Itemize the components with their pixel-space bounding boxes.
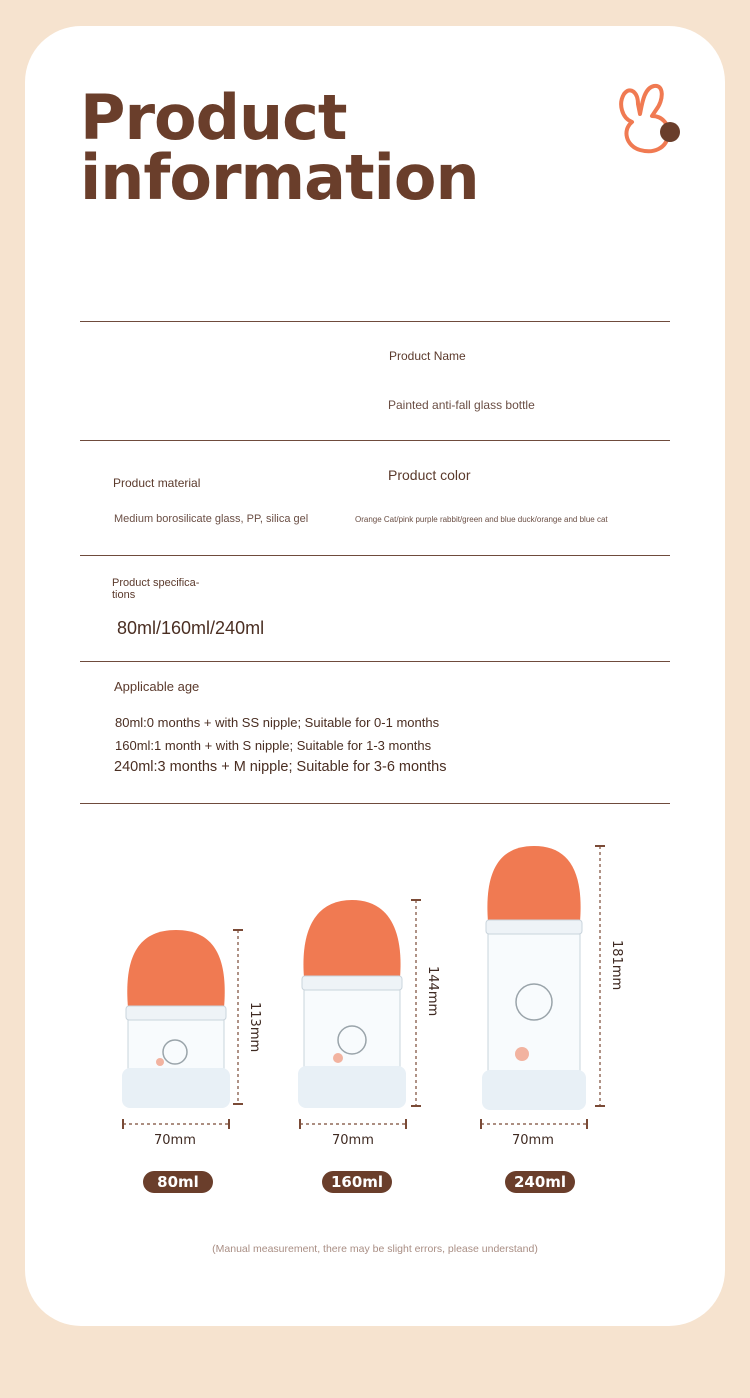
material-value: Medium borosilicate glass, PP, silica gel bbox=[114, 513, 309, 525]
spec-value: 80ml/160ml/240ml bbox=[117, 618, 265, 638]
age-line-80ml: 80ml:0 months + with SS nipple; Suitable for 0-1 months bbox=[115, 715, 440, 730]
material-label: Product material bbox=[113, 476, 201, 490]
color-label: Product color bbox=[388, 467, 471, 483]
measurement-note: (Manual measurement, there may be slight errors, please understand) bbox=[212, 1243, 538, 1255]
product-name-value: Painted anti-fall glass bottle bbox=[388, 398, 535, 412]
color-value: Orange Cat/pink purple rabbit/green and blue duck/orange and blue cat bbox=[355, 515, 608, 524]
bottle-160ml bbox=[298, 900, 406, 1108]
age-label: Applicable age bbox=[114, 679, 200, 694]
size-badge-80ml: 80ml bbox=[143, 1171, 213, 1193]
title-line-2: information bbox=[80, 141, 479, 214]
title-line-1: Product bbox=[80, 81, 347, 154]
bottle-80ml bbox=[122, 930, 230, 1108]
bottle-240ml bbox=[482, 846, 586, 1110]
size-badge-240ml: 240ml bbox=[505, 1171, 575, 1193]
size-badge-160ml: 160ml bbox=[322, 1171, 392, 1193]
bottle-240ml-height: 181mm bbox=[609, 940, 624, 991]
age-line-160ml: 160ml:1 month + with S nipple; Suitable for 1-3 months bbox=[115, 738, 432, 753]
bottle-240ml-width: 70mm bbox=[512, 1133, 554, 1148]
spec-label: Product specifica-tions bbox=[112, 577, 200, 601]
bottle-80ml-width: 70mm bbox=[154, 1133, 196, 1148]
age-line-240ml: 240ml:3 months + M nipple; Suitable for 3-6 months bbox=[114, 759, 447, 775]
product-name-label: Product Name bbox=[389, 349, 466, 363]
bottle-80ml-height: 113mm bbox=[247, 1002, 262, 1053]
bottle-160ml-height: 144mm bbox=[425, 966, 440, 1017]
bottle-160ml-width: 70mm bbox=[332, 1133, 374, 1148]
